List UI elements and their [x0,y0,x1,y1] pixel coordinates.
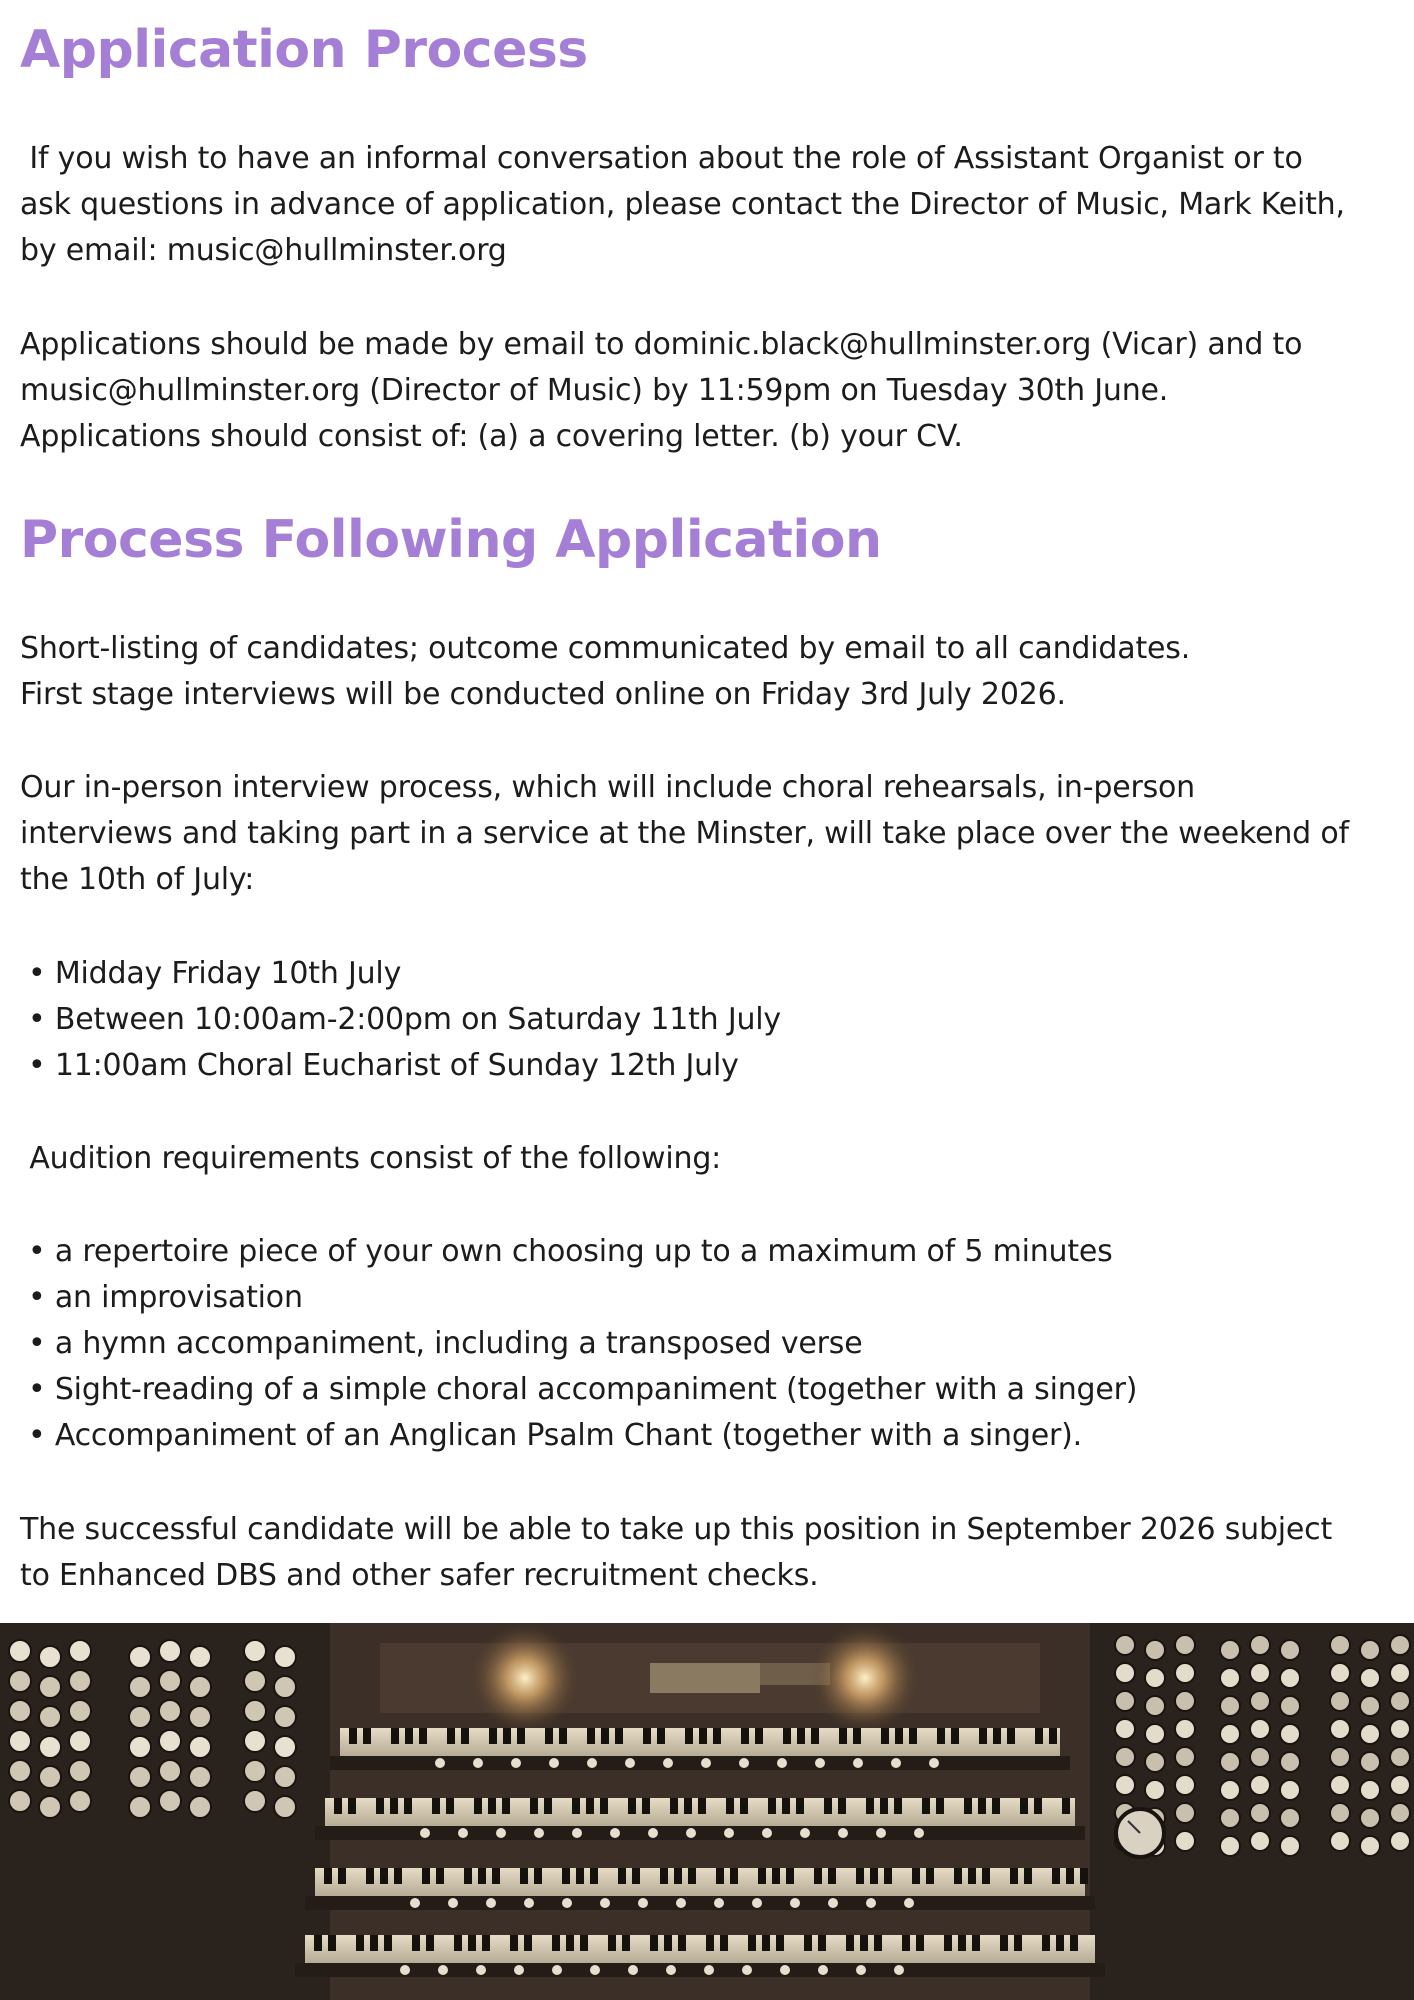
closing-paragraph [20,1507,1394,1599]
informal-conversation-paragraph [20,136,1394,274]
schedule-item: • Between 10:00am-2:00pm on Saturday 11th July [20,997,1394,1043]
text-line: Applications should be made by email to dominic.black@hullminster.org (Vicar) and to [20,327,1303,362]
audition-requirements-list [20,1229,1394,1459]
schedule-list [20,951,1394,1089]
text-line: First stage interviews will be conducted online on Friday 3rd July 2026. [20,677,1066,712]
text-line: to Enhanced DBS and other safer recruitment checks. [20,1558,819,1593]
process-following-application-heading: Process Following Application [20,510,882,570]
application-process-heading: Application Process [20,20,588,80]
text-line: If you wish to have an informal conversation about the role of Assistant Organist or to [20,141,1303,176]
application-instructions-paragraph [20,322,1394,460]
text-line: ask questions in advance of application, please contact the Director of Music, Mark Keith, [20,187,1345,222]
requirement-item: • Sight-reading of a simple choral accompaniment (together with a singer) [20,1367,1394,1413]
requirement-item: • a hymn accompaniment, including a transposed verse [20,1321,1394,1367]
requirement-item: • Accompaniment of an Anglican Psalm Chant (together with a singer). [20,1413,1394,1459]
text-line: Applications should consist of: (a) a covering letter. (b) your CV. [20,419,963,454]
text-line: Short-listing of candidates; outcome communicated by email to all candidates. [20,631,1191,666]
requirement-item: • an improvisation [20,1275,1394,1321]
organ-console-photo [0,1623,1414,2000]
text-line: music@hullminster.org (Director of Music) by 11:59pm on Tuesday 30th June. [20,373,1169,408]
in-person-interview-paragraph [20,765,1394,903]
text-line: Audition requirements consist of the following: [20,1141,722,1176]
organ-console-icon [0,1623,1414,2000]
requirement-item: • a repertoire piece of your own choosing up to a maximum of 5 minutes [20,1229,1394,1275]
text-line: The successful candidate will be able to take up this position in September 2026 subject [20,1512,1333,1547]
shortlisting-paragraph [20,626,1394,718]
text-line: Our in-person interview process, which will include choral rehearsals, in-person [20,770,1195,805]
audition-intro [20,1136,1394,1182]
schedule-item: • 11:00am Choral Eucharist of Sunday 12th July [20,1043,1394,1089]
text-line: by email: music@hullminster.org [20,233,507,268]
text-line: interviews and taking part in a service at the Minster, will take place over the weekend of [20,816,1349,851]
schedule-item: • Midday Friday 10th July [20,951,1394,997]
text-line: the 10th of July: [20,862,255,897]
